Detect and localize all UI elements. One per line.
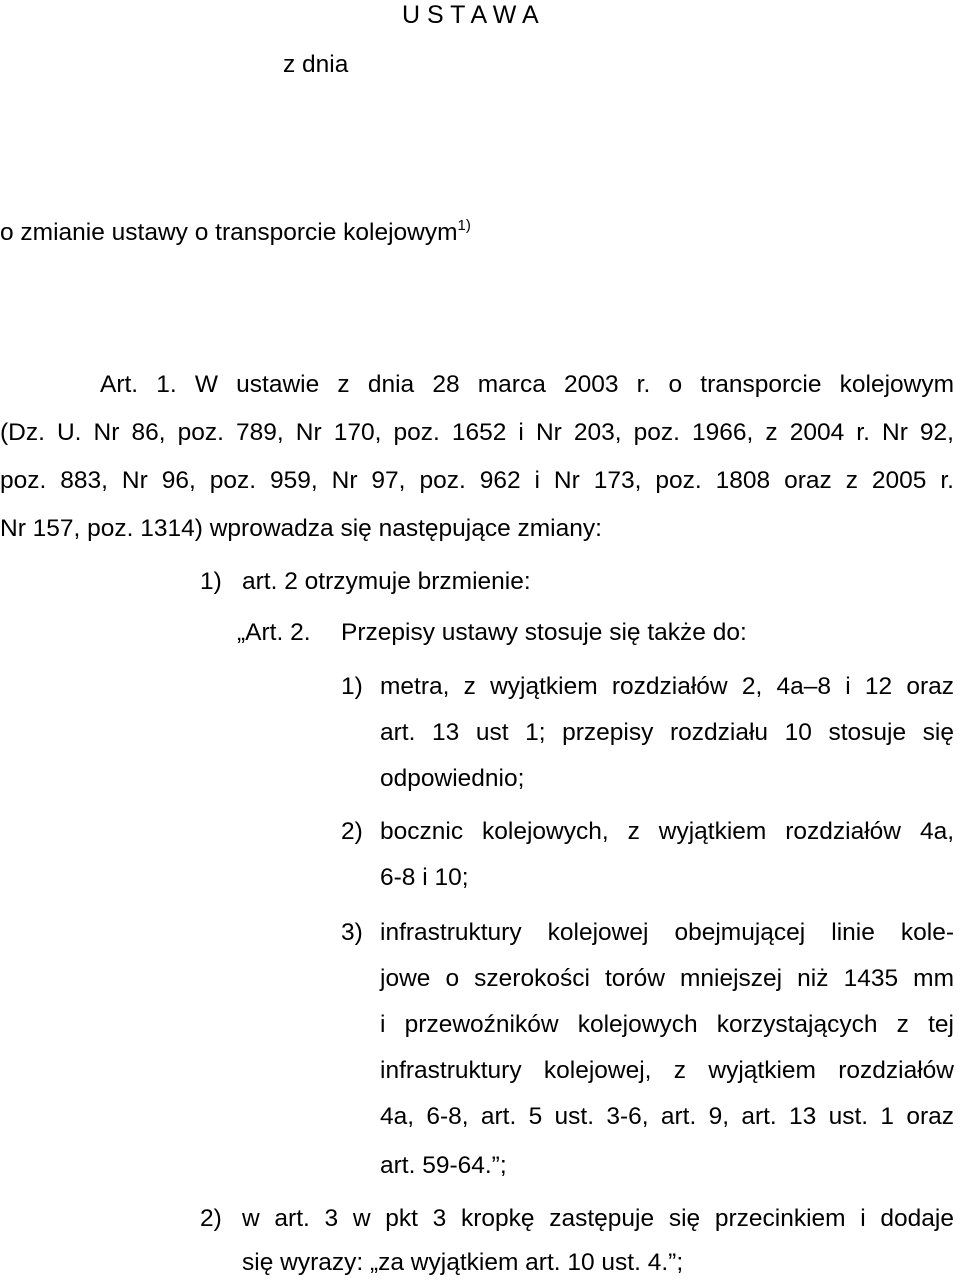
quoted-item-1-line-2: art. 13 ust 1; przepisy rozdziału 10 stosuje się: [380, 719, 954, 746]
quoted-item-3-line-5: 4a, 6-8, art. 5 ust. 3-6, art. 9, art. 13 ust. 1 oraz: [380, 1103, 954, 1130]
quoted-item-2-line-2: 6-8 i 10;: [380, 864, 469, 891]
act-heading: [0, 211, 471, 248]
quoted-article-text: Przepisy ustawy stosuje się także do:: [341, 619, 747, 646]
quoted-item-2-line-1: bocznic kolejowych, z wyjątkiem rozdziałów 4a,: [380, 818, 954, 845]
quoted-item-2-number: 2): [341, 818, 363, 845]
quoted-item-3-number: 3): [341, 919, 363, 946]
quoted-item-1-number: 1): [341, 673, 363, 700]
quoted-item-3-line-4: infrastruktury kolejowej, z wyjątkiem rozdziałów: [380, 1057, 954, 1084]
quoted-article-label: „Art. 2.: [237, 619, 311, 646]
quoted-item-3-line-1: infrastruktury kolejowej obejmującej linie kole-: [380, 919, 954, 946]
act-date: z dnia: [283, 51, 349, 78]
point2-line-1: w art. 3 w pkt 3 kropkę zastępuje się przecinkiem i dodaje: [242, 1205, 954, 1232]
point1-number: 1): [200, 568, 222, 595]
art1-intro-line-2: (Dz. U. Nr 86, poz. 789, Nr 170, poz. 1652 i Nr 203, poz. 1966, z 2004 r. Nr 92,: [0, 419, 954, 446]
quoted-item-3-line-3: i przewoźników kolejowych korzystających z tej: [380, 1011, 954, 1038]
quoted-item-3-line-2: jowe o szerokości torów mniejszej niż 1435 mm: [380, 965, 954, 992]
art1-intro-line-4: Nr 157, poz. 1314) wprowadza się następujące zmiany:: [0, 515, 602, 542]
quoted-item-1-line-1: metra, z wyjątkiem rozdziałów 2, 4a–8 i 12 oraz: [380, 673, 954, 700]
quoted-item-1-line-3: odpowiednio;: [380, 765, 525, 792]
point2-number: 2): [200, 1205, 222, 1232]
act-title: U S T A W A: [402, 1, 539, 29]
quoted-item-3-line-6: art. 59-64.”;: [380, 1152, 507, 1179]
footnote-mark: 1): [457, 217, 471, 234]
point2-line-2: się wyrazy: „za wyjątkiem art. 10 ust. 4.”;: [242, 1249, 684, 1276]
point1-text: art. 2 otrzymuje brzmienie:: [242, 568, 531, 595]
art1-intro-line-1: Art. 1. W ustawie z dnia 28 marca 2003 r. o transporcie kolejowym: [100, 371, 954, 398]
act-heading-text: o zmianie ustawy o transporcie kolejowym: [0, 219, 458, 246]
art1-intro-line-3: poz. 883, Nr 96, poz. 959, Nr 97, poz. 962 i Nr 173, poz. 1808 oraz z 2005 r.: [0, 467, 954, 494]
